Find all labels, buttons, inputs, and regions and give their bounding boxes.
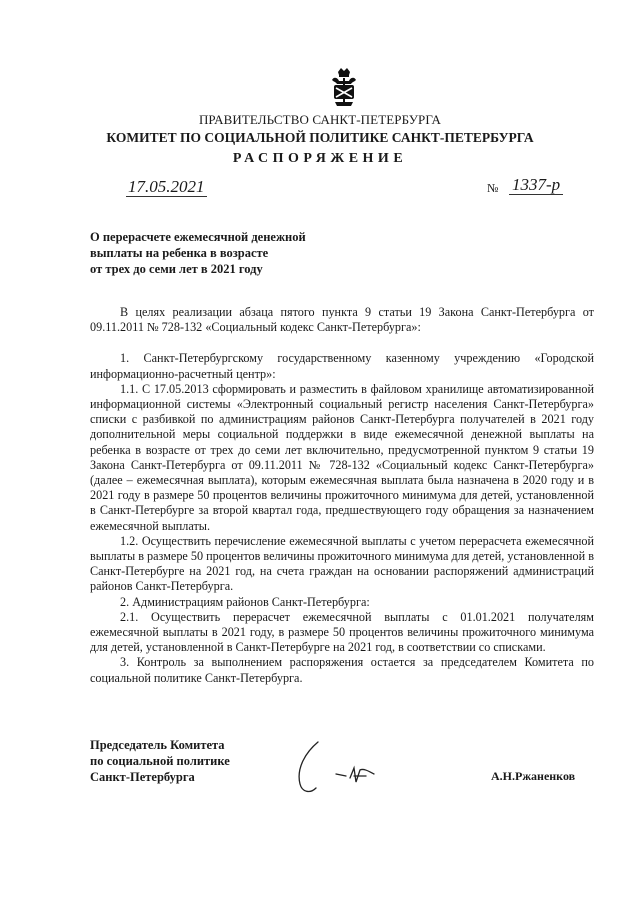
paragraph-3: 3. Контроль за выполнением распоряжения остается за председателем Комитета по социальной политике Санкт-Петербурга. bbox=[90, 655, 594, 685]
paragraph-2: 2. Администрациям районов Санкт-Петербурга: bbox=[120, 594, 370, 609]
paragraph-2-1: 2.1. Осуществить перерасчет ежемесячной выплаты с 01.01.2021 получателям ежемесячной выплаты в 2021 году, в размере 50 процентов величины прожиточного минимума для детей, установленной в Санкт-Петербурге на 2021 год, в соответствии со списками. bbox=[90, 609, 594, 655]
position-line: по социальной политике bbox=[90, 754, 230, 768]
title-line: О перерасчете ежемесячной денежной bbox=[90, 230, 306, 244]
document-date: 17.05.2021 bbox=[128, 177, 205, 196]
paragraph-1: 1. Санкт-Петербургскому государственному казенному учреждению «Городской информационно-расчетный центр»: bbox=[90, 351, 594, 381]
paragraph-1-2: 1.2. Осуществить перечисление ежемесячной выплаты с учетом перерасчета ежемесячной выплаты в размере 50 процентов величины прожиточного минимума для детей, установленной в Санкт-Петербурге на 2021 год, на счета граждан на основании распоряжений администраций районов Санкт-Петербурга. bbox=[90, 533, 594, 594]
coat-of-arms-icon bbox=[324, 66, 364, 108]
handwritten-signature bbox=[288, 738, 398, 798]
signatory-name: А.Н.Ржаненков bbox=[491, 769, 576, 783]
document-body bbox=[90, 305, 594, 686]
number-label: № bbox=[487, 181, 499, 195]
signatory-position bbox=[90, 737, 230, 785]
position-line: Председатель Комитета bbox=[90, 738, 225, 752]
government-heading: ПРАВИТЕЛЬСТВО САНКТ-ПЕТЕРБУРГА bbox=[198, 112, 442, 127]
document-title bbox=[90, 229, 330, 277]
title-line: от трех до семи лет в 2021 году bbox=[90, 262, 263, 276]
position-line: Санкт-Петербурга bbox=[90, 770, 195, 784]
committee-heading: КОМИТЕТ ПО СОЦИАЛЬНОЙ ПОЛИТИКЕ САНКТ-ПЕТЕРБУРГА bbox=[106, 130, 534, 145]
document-type-heading: РАСПОРЯЖЕНИЕ bbox=[232, 151, 408, 166]
document-number: 1337-р bbox=[509, 175, 563, 195]
paragraph-1-1: 1.1. С 17.05.2013 сформировать и разместить в файловом хранилище автоматизированной информационной системы «Электронный социальный регистр населения Санкт-Петербурга» списки с разбивкой по администрациям районов Санкт-Петербурга получателей в 2021 году дополнительной меры социальной поддержки в виде ежемесячной денежной выплаты на ребенка в возрасте от трех до семи лет включительно, предусмотренной пунктом 9 статьи 19 Закона Санкт-Петербурга от 09.11.2011 № 728-132 «Социальный кодекс Санкт-Петербурга» (далее – ежемесячная выплата), которым ежемесячная выплата была назначена в 2020 году и в 2021 году в размере 50 процентов величины прожиточного минимума для детей, установленной в Санкт-Петербурге за второй квартал года, предшествующего году обращения за назначением ежемесячной выплаты. bbox=[90, 381, 594, 533]
title-line: выплаты на ребенка в возрасте bbox=[90, 246, 269, 260]
paragraph-preamble: В целях реализации абзаца пятого пункта 9 статьи 19 Закона Санкт-Петербурга от 09.11.2011 № 728-132 «Социальный кодекс Санкт-Петербурга»: bbox=[90, 305, 594, 335]
